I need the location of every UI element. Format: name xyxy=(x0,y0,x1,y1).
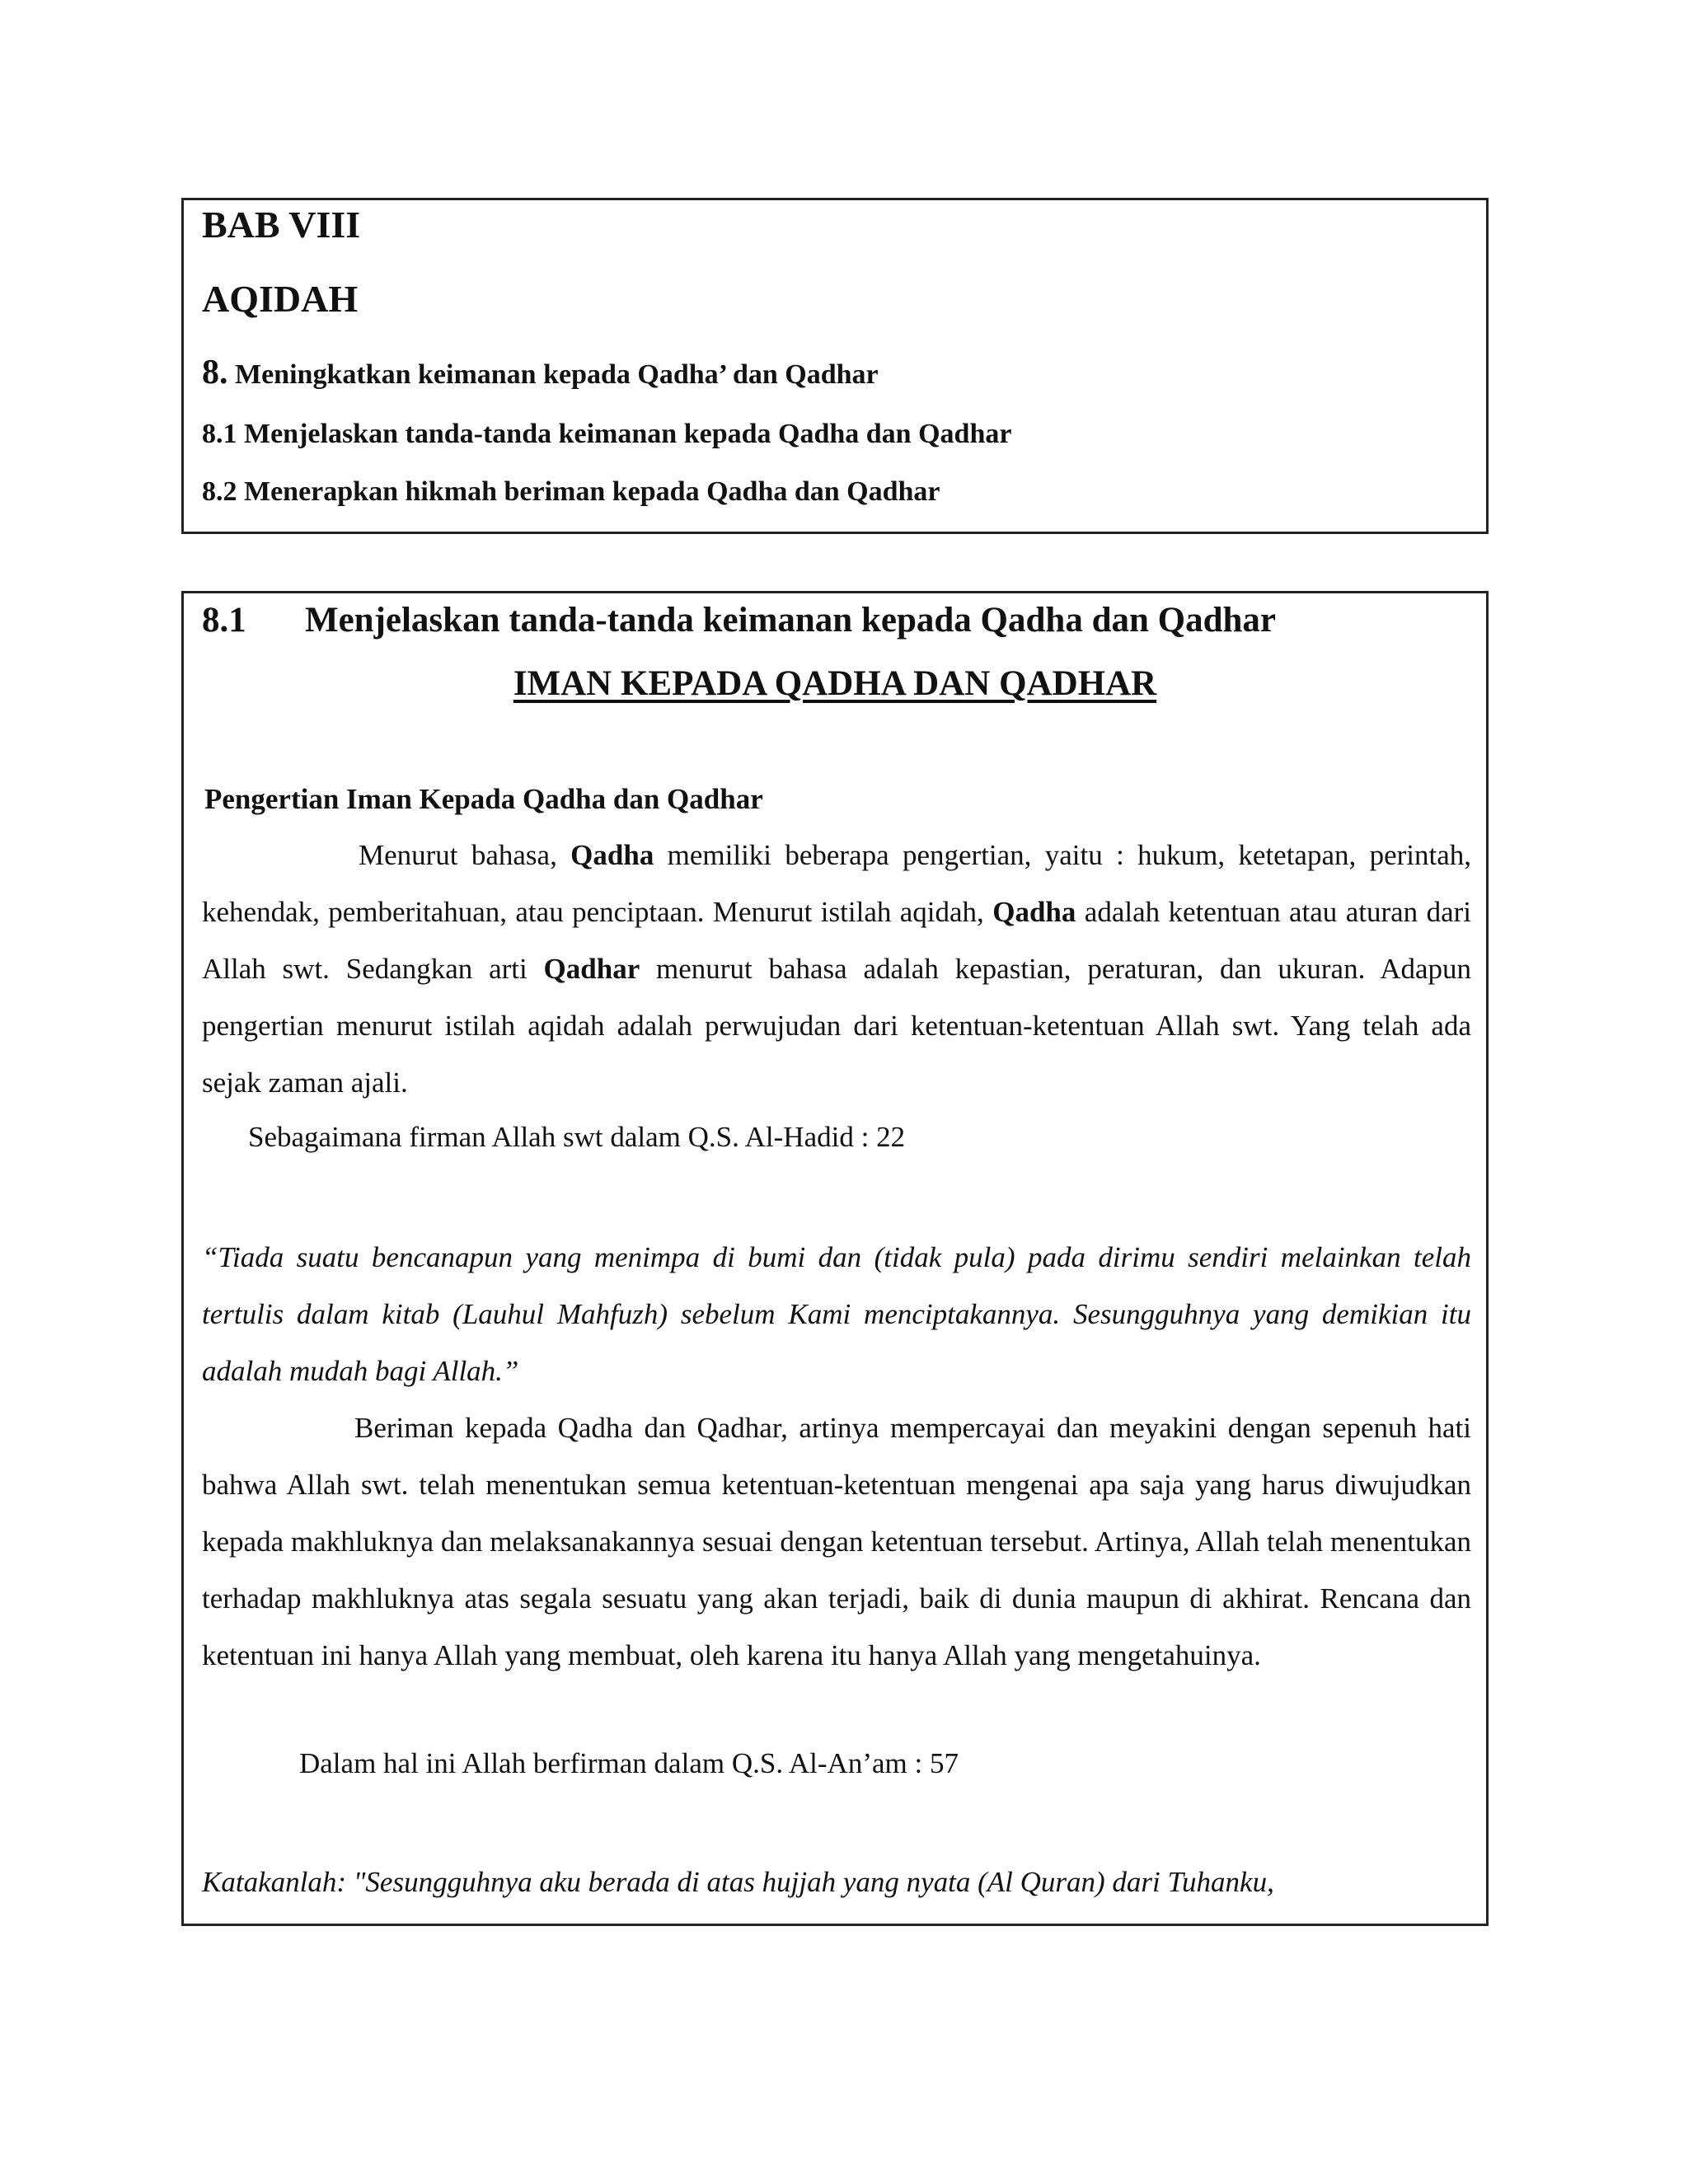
main-title: IMAN KEPADA QADHA DAN QADHAR xyxy=(513,664,1157,703)
topic-title: AQIDAH xyxy=(202,278,359,320)
paragraph-belief xyxy=(202,1399,1471,1684)
subheading: Pengertian Iman Kepada Qadha dan Qadhar xyxy=(204,783,763,815)
section-heading xyxy=(202,600,1276,640)
reference-al-hadid: Sebagaimana firman Allah swt dalam Q.S. Al-Hadid : 22 xyxy=(248,1121,906,1153)
paragraph-definition xyxy=(202,827,1471,1111)
quote-al-hadid: “Tiada suatu bencanapun yang menimpa di bumi dan (tidak pula) pada dirimu sendiri melainkan telah tertulis dalam kitab (Lauhul Mahfuzh) sebelum Kami menciptakannya. Sesungguhnya yang demikian itu adalah mudah bagi Allah.” xyxy=(202,1241,1471,1387)
section-number: 8.1 xyxy=(202,601,246,640)
para1-text-4: menurut bahasa adalah kepastian, peraturan, dan ukuran. Adapun pengertian menurut istilah aqidah adalah perwujudan dari ketentuan-ketentuan Allah swt. Yang telah ada sejak zaman ajali. xyxy=(202,953,1472,1099)
competency-8-number: 8. xyxy=(202,354,228,391)
para1-bold-qadhar: Qadhar xyxy=(543,953,640,985)
competency-8-text: Meningkatkan keimanan kepada Qadha’ dan Qadhar xyxy=(235,359,879,390)
para1-text-1: Menurut bahasa, xyxy=(359,839,571,871)
para2-text: Beriman kepada Qadha dan Qadhar, artinya mempercayai dan meyakini dengan sepenuh hati bahwa Allah swt. telah menentukan semua ketentuan-ketentuan mengenai apa saja yang harus diwujudkan kepada makhluknya dan melaksanakannya sesuai dengan ketentuan tersebut. Artinya, Allah telah menentukan terhadap makhluknya atas segala sesuatu yang akan terjadi, baik di dunia maupun di akhirat. Rencana dan ketentuan ini hanya Allah yang membuat, oleh karena itu hanya Allah yang mengetahuinya. xyxy=(202,1412,1471,1671)
para1-bold-qadha: Qadha xyxy=(570,839,654,871)
para1-text-3: adalah ketentuan atau aturan dari Allah swt. Sedangkan arti xyxy=(202,896,1471,985)
competency-8-2: 8.2 Menerapkan hikmah beriman kepada Qadha dan Qadhar xyxy=(202,476,940,507)
para1-bold-qadha-2: Qadha xyxy=(992,896,1076,928)
para1-text-2: memiliki beberapa pengertian, yaitu : hukum, ketetapan, perintah, kehendak, pemberitahuan, atau penciptaan. Menurut istilah aqidah, xyxy=(202,839,1471,928)
reference-al-anam: Dalam hal ini Allah berfirman dalam Q.S. Al-An’am : 57 xyxy=(299,1747,959,1779)
quote-al-anam: Katakanlah: "Sesungguhnya aku berada di atas hujjah yang nyata (Al Quran) dari Tuhanku, xyxy=(202,1866,1274,1898)
chapter-title: BAB VIII xyxy=(202,204,361,246)
section-title: Menjelaskan tanda-tanda keimanan kepada Qadha dan Qadhar xyxy=(305,601,1277,640)
chapter-header-box xyxy=(181,198,1489,534)
competency-8 xyxy=(202,353,879,392)
competency-8-1: 8.1 Menjelaskan tanda-tanda keimanan kepada Qadha dan Qadhar xyxy=(202,419,1012,449)
content-box xyxy=(181,591,1489,1926)
